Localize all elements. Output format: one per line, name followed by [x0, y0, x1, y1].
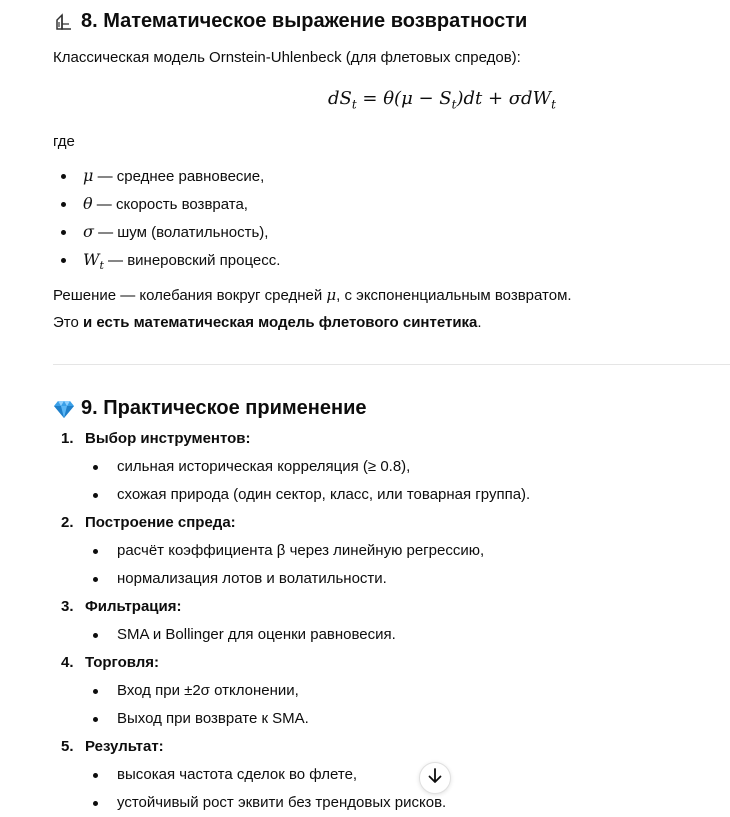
gem-icon: [53, 398, 75, 420]
list-item: μ — среднее равновесие,: [53, 162, 280, 190]
variable-list: [53, 162, 280, 274]
divider: [53, 364, 730, 365]
step-item: 2. Построение спреда: расчёт коэффициента β через линейную регрессию, нормализация лотов и волатильности.: [53, 509, 530, 593]
list-item: Вход при ±2σ отклонении,: [53, 677, 530, 705]
solution-text: Решение — колебания вокруг средней μ, с экспоненциальным возвратом.: [53, 286, 572, 304]
scroll-to-bottom-button[interactable]: [419, 762, 451, 794]
step-item: 1. Выбор инструментов: сильная историческая корреляция (≥ 0.8), схожая природа (один сектор, класс, или товарная группа).: [53, 425, 530, 509]
list-item: σ — шум (волатильность),: [53, 218, 280, 246]
list-item: расчёт коэффициента β через линейную регрессию,: [53, 537, 530, 565]
arrow-down-icon: [428, 768, 442, 788]
steps-list: [53, 425, 530, 817]
list-item: Выход при возврате к SMA.: [53, 705, 530, 733]
list-item: схожая природа (один сектор, класс, или товарная группа).: [53, 481, 530, 509]
ou-formula: $dS_t = \theta(\mu - S_t)dt + \sigma dW_t$: [328, 88, 556, 112]
list-item: SMA и Bollinger для оценки равновесия.: [53, 621, 530, 649]
step-item: 5. Результат: высокая частота сделок во флете, устойчивый рост эквити без трендовых рисков.: [53, 733, 530, 817]
section-9-heading: [53, 397, 367, 420]
conclusion-text: Это и есть математическая модель флетового синтетика.: [53, 314, 482, 331]
list-item: нормализация лотов и волатильности.: [53, 565, 530, 593]
list-item: устойчивый рост эквити без трендовых рисков.: [53, 789, 530, 817]
section-8-title: 8. Математическое выражение возвратности: [81, 10, 528, 32]
section-9-title: 9. Практическое применение: [81, 397, 367, 419]
model-intro: Классическая модель Ornstein-Uhlenbeck (для флетовых спредов):: [53, 49, 521, 66]
step-item: 3. Фильтрация: SMA и Bollinger для оценки равновесия.: [53, 593, 530, 649]
list-item: θ — скорость возврата,: [53, 190, 280, 218]
memo-icon: [53, 11, 75, 33]
where-label: где: [53, 133, 75, 150]
section-8-heading: [53, 10, 527, 33]
step-item: 4. Торговля: Вход при ±2σ отклонении, Выход при возврате к SMA.: [53, 649, 530, 733]
list-item: высокая частота сделок во флете,: [53, 761, 530, 789]
list-item: сильная историческая корреляция (≥ 0.8),: [53, 453, 530, 481]
list-item: $W_t$ — винеровский процесс.: [53, 246, 280, 274]
